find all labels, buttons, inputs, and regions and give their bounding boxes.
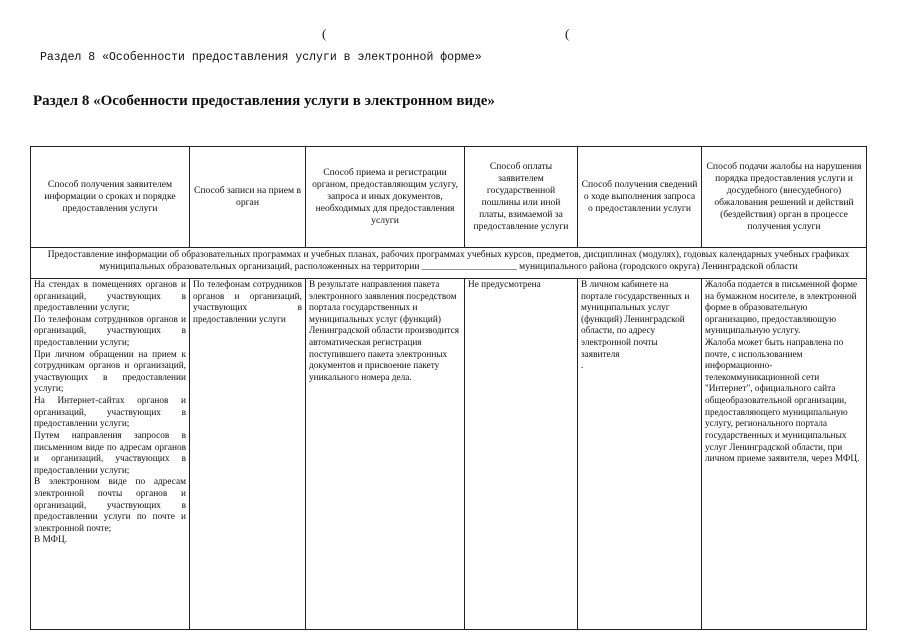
registration-method-cell: В результате направления пакета электронного заявления посредством портала государственных и муниципальных услуг (функций) Ленинградской области производится автоматическая регистрация поступившего пакета электронных документов и присвоение пакету уникального номера дела. bbox=[306, 279, 465, 630]
stray-mark: . bbox=[581, 361, 584, 372]
list-item: На Интернет-сайтах органов и организаций, участвующих в предоставлении услуги; bbox=[34, 396, 186, 430]
list-item: Путем направления запросов в письменном виде по адресам органов и организаций, участвующих в предоставлении услуги; bbox=[34, 430, 186, 476]
complaint-method-cell bbox=[702, 279, 867, 630]
typed-section-heading: Раздел 8 «Особенности предоставления услуги в электронной форме» bbox=[40, 51, 482, 64]
header-cell: Способ записи на прием в орган bbox=[190, 147, 306, 248]
header-cell: Способ приема и регистрации органом, предоставляющим услугу, запроса и иных документов, необходимых для предоставления услуги bbox=[306, 147, 465, 248]
info-methods-cell bbox=[31, 279, 190, 630]
open-paren-mark: ( bbox=[322, 26, 327, 41]
complaint-paragraph: Жалоба подается в письменной форме на бумажном носителе, в электронной форме в образовательную организацию, предоставляющую муниципальную услугу. bbox=[705, 280, 858, 337]
header-cell: Способ подачи жалобы на нарушения порядка предоставления услуги и досудебного (внесудебного) обжалования решений и действий (бездействия) орган в процессе получения услуги bbox=[702, 147, 867, 248]
list-item: По телефонам сотрудников органов и организаций, участвующих в предоставлении услуги; bbox=[34, 314, 186, 349]
payment-method-cell: Не предусмотрена bbox=[465, 279, 578, 630]
table-span-row bbox=[31, 248, 867, 279]
header-cell: Способ получения сведений о ходе выполнения запроса о предоставлении услуги bbox=[578, 147, 702, 248]
complaint-paragraph: Жалоба может быть направлена по почте, с использованием информационно-телекоммуникационной сети "Интернет", официального сайта общеобразовательной организации, предоставляющего муниципальную услугу, регионального портала государственных и муниципальных услуг Ленинградской области, при личном приеме заявителя, через МФЦ. bbox=[705, 338, 860, 465]
list-item: На стендах в помещениях органов и организаций, участвующих в предоставлении услуги; bbox=[34, 280, 186, 314]
services-table bbox=[30, 146, 867, 630]
table-header-row bbox=[31, 147, 867, 248]
list-item: При личном обращении на прием к сотрудникам органов и организаций, участвующих в предоставлении услуги; bbox=[34, 349, 186, 395]
section-title: Раздел 8 «Особенности предоставления услуги в электронном виде» bbox=[33, 93, 495, 109]
list-item: В электронном виде по адресам электронной почты органов и организаций, участвующих в предоставлении услуги по почте и электронной почте; bbox=[34, 477, 186, 534]
service-description-cell: Предоставление информации об образовательных программах и учебных планах, рабочих программах учебных курсов, предметов, дисциплинах (модулях), годовых календарных учебных графиках муниципальных образовательных организаций, расположенных на территории ____________________ муниципального района (городского округа) Ленинградской области bbox=[31, 248, 867, 279]
status-method-text: В личном кабинете на портале государственных и муниципальных услуг (функций) Ленинградской области, по адресу электронной почты заявителя bbox=[581, 280, 690, 360]
appointment-method-cell: По телефонам сотрудников органов и организаций, участвующих в предоставлении услуги bbox=[190, 279, 306, 630]
open-paren-mark: ( bbox=[565, 26, 570, 41]
header-cell: Способ получения заявителем информации о сроках и порядке предоставления услуги bbox=[31, 147, 190, 248]
list-item: В МФЦ. bbox=[34, 535, 68, 546]
status-method-cell bbox=[578, 279, 702, 630]
table-row bbox=[31, 279, 867, 630]
header-cell: Способ оплаты заявителем государственной пошлины или иной платы, взимаемой за предоставление услуги bbox=[465, 147, 578, 248]
